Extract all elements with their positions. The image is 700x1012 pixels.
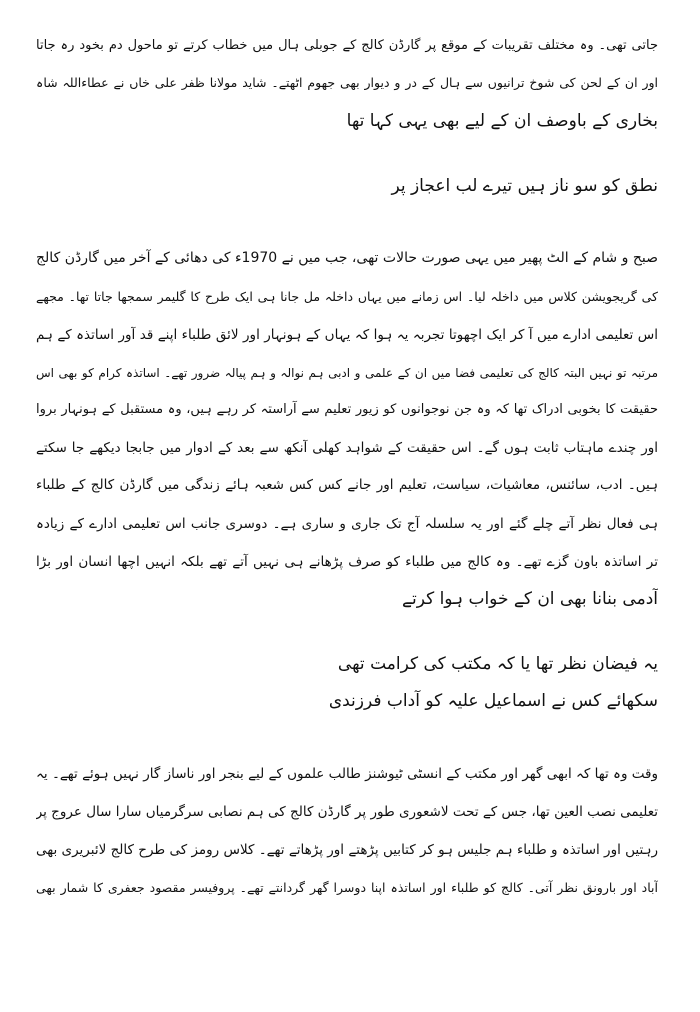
verse-1: نطق کو سو ناز ہیں تیرے لب اعجاز پر bbox=[391, 176, 658, 196]
paragraph-2-line-1: صبح و شام کے الٹ پھیر میں یہی صورت حالات تھی، جب میں نے 1970ء کی دھائی کے آخر میں گارڈن کالج bbox=[36, 250, 658, 266]
paragraph-2-line-8: ہی فعال نظر آتے چلے گئے اور یہ سلسلہ آج تک جاری و ساری ہے۔ دوسری جانب اس تعلیمی ادارے کے زیادہ bbox=[36, 516, 658, 532]
paragraph-2-line-9: تر اساتذہ باون گزے تھے۔ وہ کالج میں طلباء کو صرف پڑھانے ہی نہیں آتے تھے بلکہ انہیں اچھا انسان اور بڑا bbox=[36, 554, 658, 570]
paragraph-3-line-2: تعلیمی نصب العین تھا، جس کے تحت لاشعوری طور پر گارڈن کالج کی ہم نصابی سرگرمیاں سارا سال عروج پر bbox=[36, 804, 658, 820]
paragraph-3-line-4: آباد اور بارونق نظر آتی۔ کالج کو طلباء اور اساتذہ اپنا دوسرا گھر گردانتے تھے۔ پروفیسر مقصود جعفری کا شمار بھی bbox=[36, 880, 658, 895]
paragraph-2-line-10: آدمی بنانا بھی ان کے خواب ہوا کرتے bbox=[402, 589, 658, 609]
paragraph-1-line-2: اور ان کے لحن کی شوخ ترانیوں سے ہال کے در و دیوار بھی جھوم اٹھتے۔ شاید مولانا ظفر علی خاں نے عطاءاللہ شاہ bbox=[36, 75, 658, 90]
paragraph-2-line-7: ہیں۔ ادب، سائنس، معاشیات، سیاست، تعلیم اور جانے کس کس شعبہ ہائے زندگی میں گارڈن کالج کے طلباء bbox=[36, 477, 658, 493]
verse-2-line-1: یہ فیضان نظر تھا یا کہ مکتب کی کرامت تھی bbox=[337, 654, 658, 674]
paragraph-2-line-3: اس تعلیمی ادارے میں آ کر ایک اچھوتا تجربہ یہ ہوا کہ یہاں کے ہونہار اور لائق طلباء اپنے قد آور اساتذہ کے ہم bbox=[36, 327, 658, 343]
paragraph-2-line-5: حقیقت کا بخوبی ادراک تھا کہ وہ جن نوجوانوں کو زیور تعلیم سے آراستہ کر رہے ہیں، وہ مستقبل کے ہونہار بروا bbox=[36, 402, 658, 417]
paragraph-1-line-1: جاتی تھی۔ وہ مختلف تقریبات کے موقع پر گارڈن کالج کے جوبلی ہال میں خطاب کرتے تو ماحول دم بخود رہ جاتا bbox=[36, 38, 658, 53]
paragraph-2-line-2: کی گریجویشن کلاس میں داخلہ لیا۔ اس زمانے میں یہاں داخلہ مل جانا ہی ایک طرح کا گلیمر سمجھا جاتا تھا۔ مجھے bbox=[36, 289, 658, 304]
paragraph-2-line-6: اور چندے ماہتاب ثابت ہوں گے۔ اس حقیقت کے شواہد کھلی آنکھ سے بعد کے ادوار میں جابجا دیکھے جا سکتے bbox=[36, 440, 658, 456]
paragraph-3-line-1: وقت وہ تھا کہ ابھی گھر اور مکتب کے انسٹی ٹیوشنز طالب علموں کے لیے بنجر اور ناساز گار نہیں ہوئے تھے۔ یہ bbox=[36, 766, 658, 782]
paragraph-2-line-4: مرتبہ تو نہیں البتہ کالج کی تعلیمی فضا میں ان کے علمی و ادبی ہم نوالہ و ہم پیالہ ضرور تھے۔ اساتذہ کرام کو بھی اس bbox=[36, 366, 658, 380]
verse-2-line-2: سکھائے کس نے اسماعیل علیہ کو آداب فرزندی bbox=[328, 691, 658, 711]
paragraph-3-line-3: رہتیں اور اساتذہ و طلباء ہم جلیس ہو کر کتابیں پڑھتے اور پڑھاتے تھے۔ کلاس رومز کی طرح کالج لائبریری بھی bbox=[36, 842, 658, 858]
paragraph-1-line-3: بخاری کے باوصف ان کے لیے بھی یہی کہا تھا bbox=[346, 111, 658, 131]
